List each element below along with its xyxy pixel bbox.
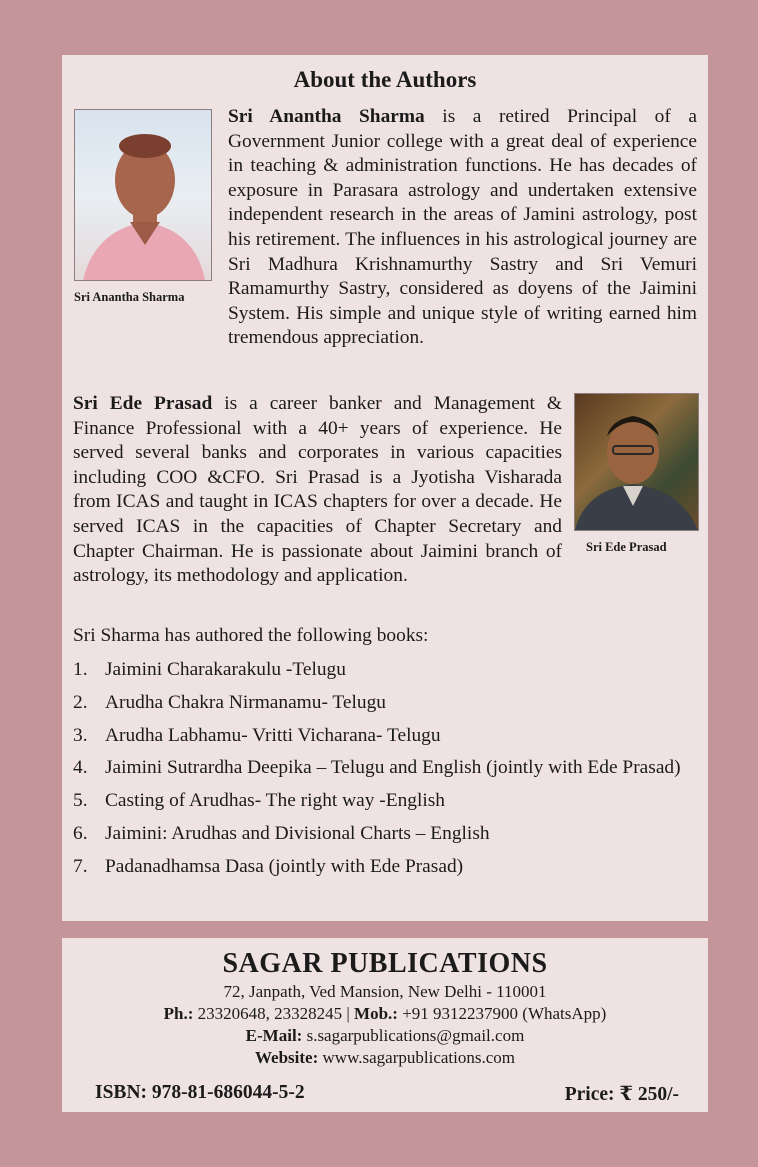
list-number: 5.: [73, 790, 88, 812]
publisher-panel: [62, 938, 708, 1112]
publisher-website-line: [62, 1048, 708, 1068]
about-authors-panel: [62, 55, 708, 921]
website-label: Website:: [255, 1048, 319, 1067]
list-item: [73, 789, 697, 813]
list-item: [73, 822, 697, 846]
book-title: Jaimini Sutrardha Deepika – Telugu and English (jointly with Ede Prasad): [105, 757, 681, 779]
book-title: Arudha Labhamu- Vritti Vicharana- Telugu: [105, 724, 441, 746]
books-intro: Sri Sharma has authored the following books:: [73, 625, 429, 646]
book-title: Casting of Arudhas- The right way -English: [105, 790, 446, 812]
bio-sharma: [73, 105, 697, 351]
book-title: Jaimini Charakarakulu -Telugu: [105, 659, 346, 680]
email-address: s.sagarpublications@gmail.com: [302, 1026, 525, 1045]
author-name-prasad: Sri Ede Prasad: [73, 393, 213, 414]
website-url: www.sagarpublications.com: [318, 1048, 515, 1067]
list-number: 7.: [73, 855, 88, 877]
phone-label: Ph.:: [163, 1004, 194, 1023]
list-item: [73, 855, 697, 879]
list-item: [73, 658, 697, 682]
list-number: 3.: [73, 724, 88, 746]
mobile-label: Mob.:: [354, 1004, 398, 1023]
list-number: 6.: [73, 822, 88, 844]
mobile-number: +91 9312237900 (WhatsApp): [397, 1004, 607, 1023]
list-number: 4.: [73, 757, 88, 779]
list-number: 2.: [73, 691, 88, 713]
phone-numbers: 23320648, 23328245 |: [193, 1004, 355, 1023]
publisher-email-line: [62, 1026, 708, 1046]
isbn: ISBN: 978-81-686044-5-2: [95, 1082, 305, 1103]
list-item: [73, 691, 697, 715]
book-title: Padanadhamsa Dasa (jointly with Ede Prasad): [105, 855, 464, 877]
author-name-sharma: Sri Anantha Sharma: [228, 106, 425, 127]
book-title: Jaimini: Arudhas and Divisional Charts – English: [105, 822, 490, 844]
publisher-phone-line: [62, 1004, 708, 1024]
list-number: 1.: [73, 659, 88, 680]
publisher-address: 72, Janpath, Ved Mansion, New Delhi - 110001: [223, 982, 547, 1001]
book-title: Arudha Chakra Nirmanamu- Telugu: [105, 691, 386, 713]
list-item: [73, 724, 697, 748]
publisher-name: SAGAR PUBLICATIONS: [222, 948, 548, 979]
photo-caption-sharma: Sri Anantha Sharma: [74, 290, 185, 304]
bio-prasad: [73, 392, 697, 589]
list-item: [73, 756, 697, 780]
section-heading: About the Authors: [293, 67, 477, 92]
photo-caption-prasad: Sri Ede Prasad: [586, 540, 667, 554]
bio-text-prasad: is a career banker and Management & Finance Professional with a 40+ years of experience. He served several banks and corporates in various capacities including COO &CFO. Sri Prasad is a Jyotisha Visharada from ICAS and taught in ICAS chapters for over a decade. He served ICAS in the capacities of Chapter Secretary and Chapter Chairman. He is passionate about Jaimini branch of astrology, its methodology and application.: [73, 393, 562, 587]
books-list: [73, 658, 697, 888]
email-label: E-Mail:: [245, 1026, 303, 1045]
price: Price: ₹ 250/-: [564, 1084, 679, 1105]
bio-text-sharma: is a retired Principal of a Government Junior college with a great deal of experience in teaching & administration functions. He has decades of exposure in Parasara astrology and undertaken extensive independent research in the areas of Jamini astrology, post his retirement. The influences in his astrological journey are Sri Madhura Krishnamurthy Sastry and Sri Vemuri Ramamurthy Sastry, considered as doyens of the Jaimini System. His simple and unique style of writing earned him tremendous appreciation.: [228, 106, 697, 349]
